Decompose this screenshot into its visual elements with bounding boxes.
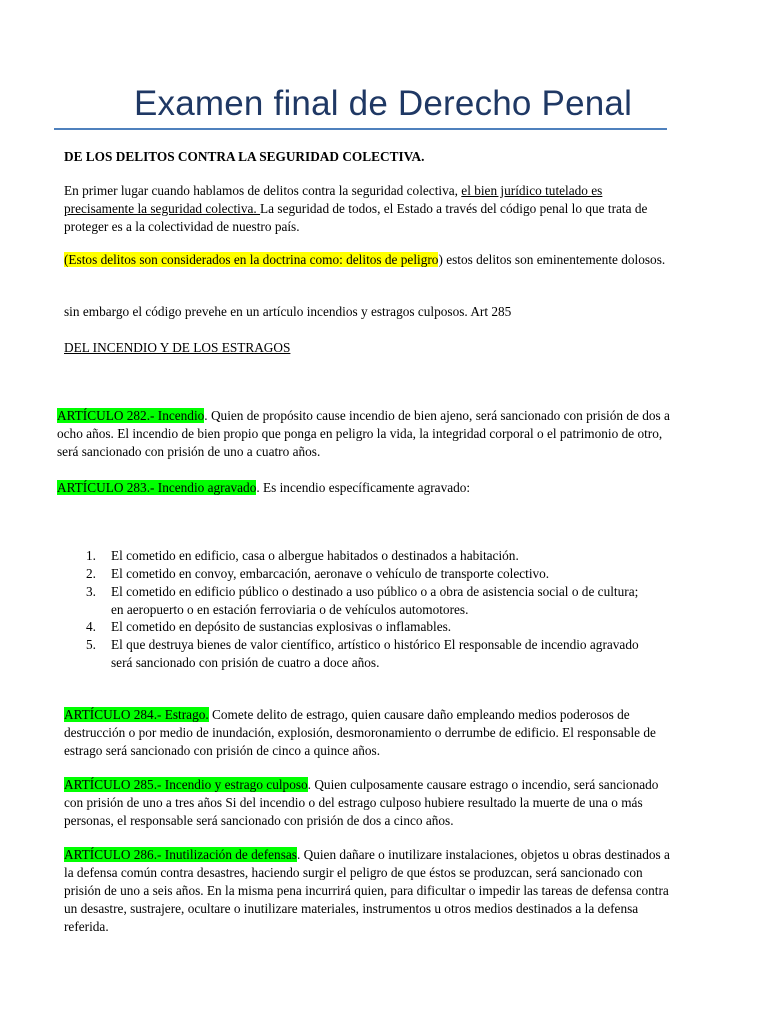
article-286	[64, 846, 670, 936]
intro-text-end: La seguridad de todos, el Estado a través del código penal lo que trata de proteger es a la colectividad de nuestro país.	[64, 201, 648, 234]
peligro-highlight: (Estos delitos son considerados en la doctrina como: delitos de peligro	[64, 252, 439, 267]
article-283	[57, 479, 671, 497]
article-283-text: . Es incendio específicamente agravado:	[256, 480, 471, 495]
list-item-number: 4.	[86, 619, 96, 634]
peligro-text: ) estos delitos son eminentemente dolosos.	[438, 252, 666, 267]
document-title: Examen final de Derecho Penal	[134, 84, 633, 123]
list-item-number: 3.	[86, 584, 96, 599]
article-285-title: ARTÍCULO 285.- Incendio y estrago culposo	[64, 777, 308, 792]
article-282	[57, 407, 671, 461]
list-item-number: 2.	[86, 566, 96, 581]
list-item-text: El que destruya bienes de valor científico, artístico o histórico El responsable de incendio agravado será sancionado con prisión de cuatro a doce años.	[111, 637, 639, 670]
article-284-title: ARTÍCULO 284.- Estrago.	[64, 707, 209, 722]
article-284-text: Comete delito de estrago, quien causare daño empleando medios poderosos de destrucción o por medio de inundación, explosión, desmoronamiento o derrumbe de edificio. El responsable de estrago será sancionado con prisión de cinco a quince años.	[64, 707, 656, 758]
article-286-text: . Quien dañare o inutilizare instalaciones, objetos u obras destinados a la defensa común contra desastres, haciendo surgir el peligro de que éstos se produzcan, será sancionado con prisión de uno a seis años. En la misma pena incurrirá quien, para dificultar o impedir las tareas de defensa contra un desastre, sustrajere, ocultare o inutilizare materiales, instrumentos u otros medios destinados a la defensa referida.	[64, 847, 670, 934]
list-item-text: El cometido en edificio, casa o albergue habitados o destinados a habitación.	[111, 548, 519, 563]
article-286-title: ARTÍCULO 286.- Inutilización de defensas	[64, 847, 297, 862]
list-item-text: El cometido en depósito de sustancias explosivas o inflamables.	[111, 619, 452, 634]
intro-text-start: En primer lugar cuando hablamos de delitos contra la seguridad colectiva,	[64, 183, 462, 198]
title-underline-rule	[54, 128, 667, 130]
section-heading-seguridad-colectiva: DE LOS DELITOS CONTRA LA SEGURIDAD COLECTIVA.	[64, 149, 425, 164]
article-284	[64, 706, 670, 760]
article-283-title: ARTÍCULO 283.- Incendio agravado	[57, 480, 257, 495]
section-heading-incendio-estragos: DEL INCENDIO Y DE LOS ESTRAGOS	[64, 340, 291, 355]
article-285-text: . Quien culposamente causare estrago o incendio, será sancionado con prisión de uno a tres años Si del incendio o del estrago culposo hubiere resultado la muerte de una o más personas, el responsable será sancionado con prisión de dos a cinco años.	[64, 777, 659, 828]
culposos-paragraph: sin embargo el código prevehe en un artículo incendios y estragos culposos. Art 285	[64, 304, 512, 319]
intro-paragraph	[64, 182, 670, 236]
article-282-title: ARTÍCULO 282.- Incendio	[57, 408, 205, 423]
list-item-text: El cometido en convoy, embarcación, aeronave o vehículo de transporte colectivo.	[111, 566, 550, 581]
list-item-text: El cometido en edificio público o destinado a uso público o a obra de asistencia social o de cultura; en aeropuerto o en estación ferroviaria o de vehículos automotores.	[111, 584, 639, 617]
list-item-number: 5.	[86, 637, 96, 652]
intro-underlined-text: el bien jurídico tutelado es precisamente la seguridad colectiva.	[64, 183, 603, 216]
article-285	[64, 776, 670, 830]
list-item-number: 1.	[86, 548, 96, 563]
peligro-paragraph	[64, 251, 670, 269]
article-282-text: . Quien de propósito cause incendio de bien ajeno, será sancionado con prisión de dos a ocho años. El incendio de bien propio que ponga en peligro la vida, la integridad corporal o el patrimonio de otro, será sancionado con prisión de uno a cuatro años.	[57, 408, 670, 459]
